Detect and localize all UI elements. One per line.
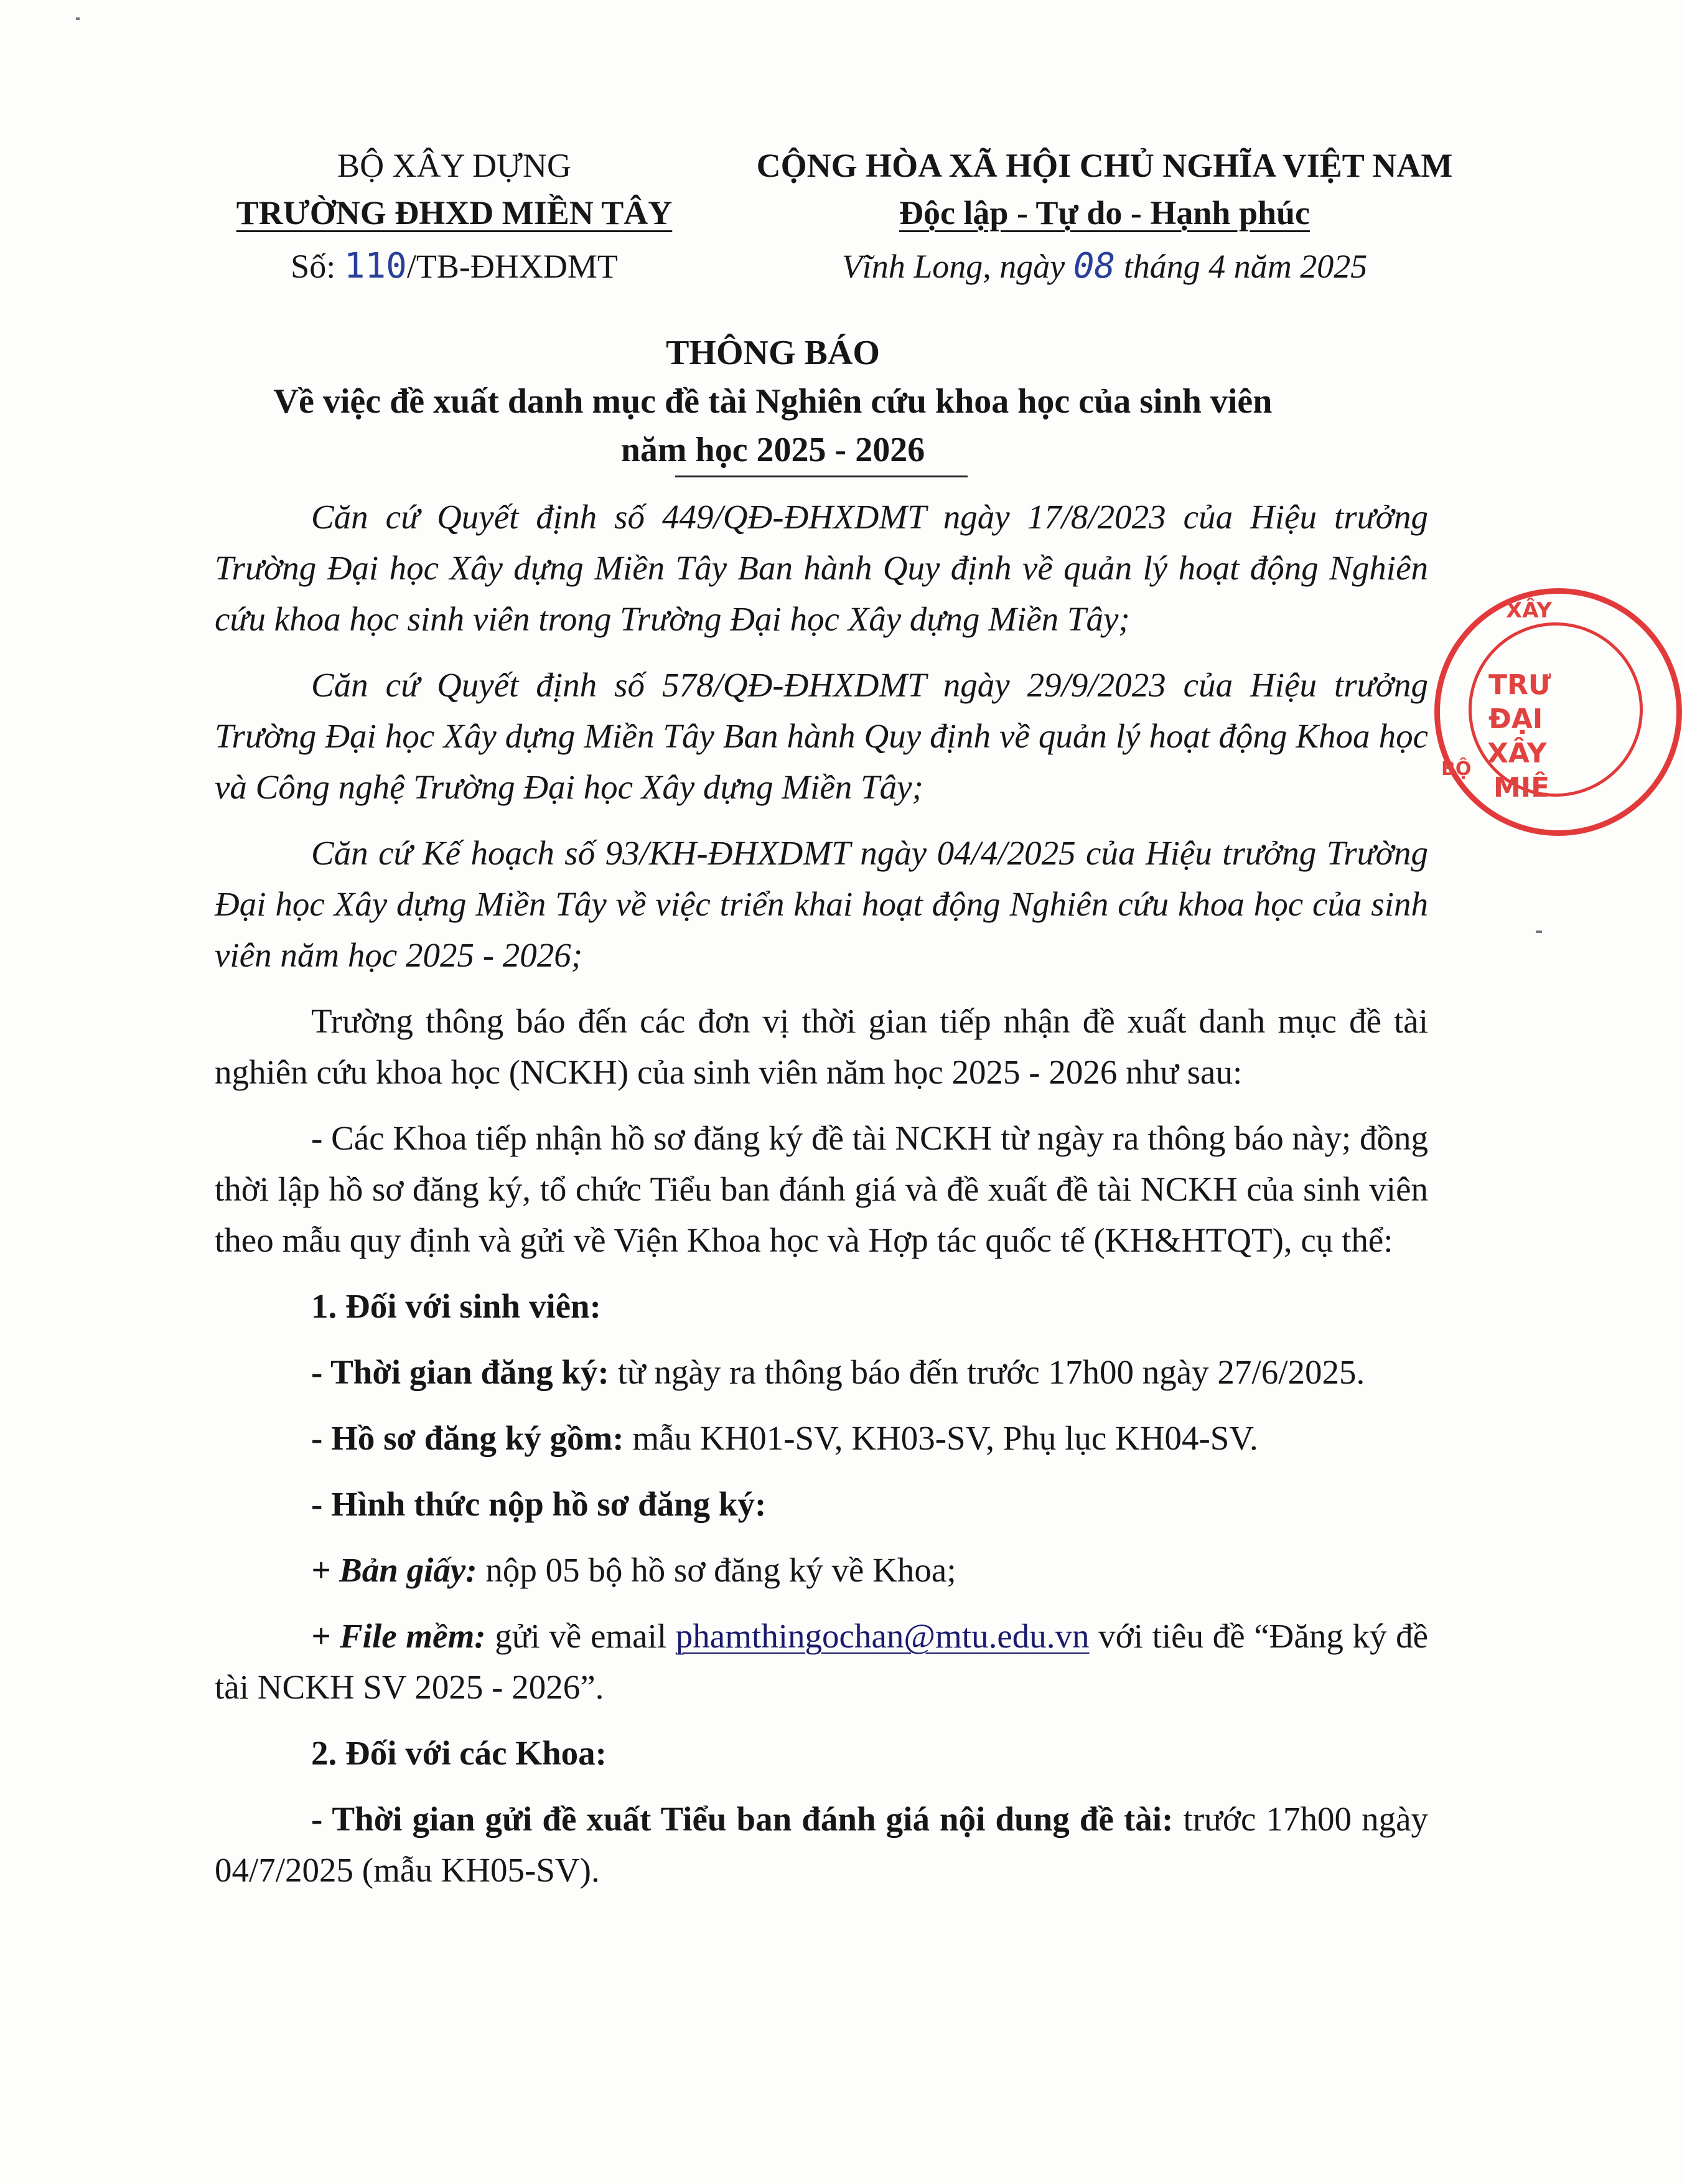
soft-copy-submission: + File mềm: gửi về email phamthingochan@mtu.edu.vn với tiêu đề “Đăng ký đề tài NCKH SV 2025 - 2026”.	[215, 1617, 1428, 1706]
handwritten-number: 110	[343, 246, 407, 286]
stamp-text-4: MIÊ	[1493, 772, 1550, 804]
title-subject-line2: năm học 2025 - 2026	[620, 431, 925, 469]
ministry-name: BỘ XÂY DỰNG	[337, 147, 571, 184]
handwritten-day: 08	[1073, 246, 1116, 286]
scan-artifact	[1536, 930, 1542, 933]
registration-dossier: - Hồ sơ đăng ký gồm: mẫu KH01-SV, KH03-SV, Phụ lục KH04-SV.	[311, 1419, 1258, 1457]
document-number: Số: 110/TB-ĐHXDMT	[291, 246, 618, 286]
paper-submission: + Bản giấy: nộp 05 bộ hồ sơ đăng ký về Khoa;	[311, 1551, 956, 1589]
contact-email-link[interactable]: phamthingochan@mtu.edu.vn	[675, 1617, 1090, 1655]
faculty-instructions: - Các Khoa tiếp nhận hồ sơ đăng ký đề tài NCKH từ ngày ra thông báo này; đồng thời lập hồ sơ đăng ký, tổ chức Tiểu ban đánh giá và đề xuất đề tài NCKH của sinh viên theo mẫu quy định và gửi về Viện Khoa học và Hợp tác quốc tế (KH&HTQT), cụ thể:	[215, 1119, 1428, 1259]
section-faculties-heading: 2. Đối với các Khoa:	[311, 1734, 607, 1772]
place-date: Vĩnh Long, ngày 08 tháng 4 năm 2025	[841, 246, 1368, 286]
stamp-text-3: XÂY	[1487, 738, 1547, 769]
school-name: TRƯỜNG ĐHXD MIỀN TÂY	[236, 194, 673, 232]
stamp-side-text: BỘ	[1441, 758, 1472, 780]
stamp-text-2: ĐẠI	[1488, 703, 1543, 735]
stamp-top-text: XÂY	[1506, 598, 1552, 623]
scan-artifact	[76, 17, 80, 20]
national-motto: Độc lập - Tự do - Hạnh phúc	[899, 194, 1311, 232]
country-name: CỘNG HÒA XÃ HỘI CHỦ NGHĨA VIỆT NAM	[756, 147, 1453, 184]
panel-submission-time: - Thời gian gửi đề xuất Tiểu ban đánh giá nội dung đề tài: trước 17h00 ngày 04/7/2025 (mẫu KH05-SV).	[215, 1800, 1428, 1889]
legal-basis-1: Căn cứ Quyết định số 449/QĐ-ĐHXDMT ngày 17/8/2023 của Hiệu trưởng Trường Đại học Xây dựng Miền Tây Ban hành Quy định về quản lý hoạt động Nghiên cứu khoa học sinh viên trong Trường Đại học Xây dựng Miền Tây;	[215, 498, 1428, 638]
document-title	[0, 329, 1546, 474]
national-header	[731, 142, 1478, 290]
section-students-heading: 1. Đối với sinh viên:	[311, 1287, 601, 1325]
registration-time: - Thời gian đăng ký: từ ngày ra thông báo đến trước 17h00 ngày 27/6/2025.	[311, 1353, 1365, 1391]
submission-method-heading: - Hình thức nộp hồ sơ đăng ký:	[311, 1485, 767, 1523]
legal-basis-2: Căn cứ Quyết định số 578/QĐ-ĐHXDMT ngày 29/9/2023 của Hiệu trưởng Trường Đại học Xây dựng Miền Tây Ban hành Quy định về quản lý hoạt động Khoa học và Công nghệ Trường Đại học Xây dựng Miền Tây;	[215, 666, 1428, 806]
issuer-block	[205, 142, 703, 290]
intro-paragraph: Trường thông báo đến các đơn vị thời gian tiếp nhận đề xuất danh mục đề tài nghiên cứu khoa học (NCKH) của sinh viên năm học 2025 - 2026 như sau:	[215, 1002, 1428, 1091]
title-heading: THÔNG BÁO	[666, 334, 880, 372]
title-divider	[675, 476, 968, 477]
stamp-text-1: TRƯ	[1488, 669, 1551, 701]
title-subject-line1: Về việc đề xuất danh mục đề tài Nghiên cứu khoa học của sinh viên	[273, 382, 1273, 421]
legal-basis-3: Căn cứ Kế hoạch số 93/KH-ĐHXDMT ngày 04/4/2025 của Hiệu trưởng Trường Đại học Xây dựng Miền Tây về việc triển khai hoạt động Nghiên cứu khoa học của sinh viên năm học 2025 - 2026;	[215, 834, 1428, 974]
document-body	[215, 492, 1428, 1911]
